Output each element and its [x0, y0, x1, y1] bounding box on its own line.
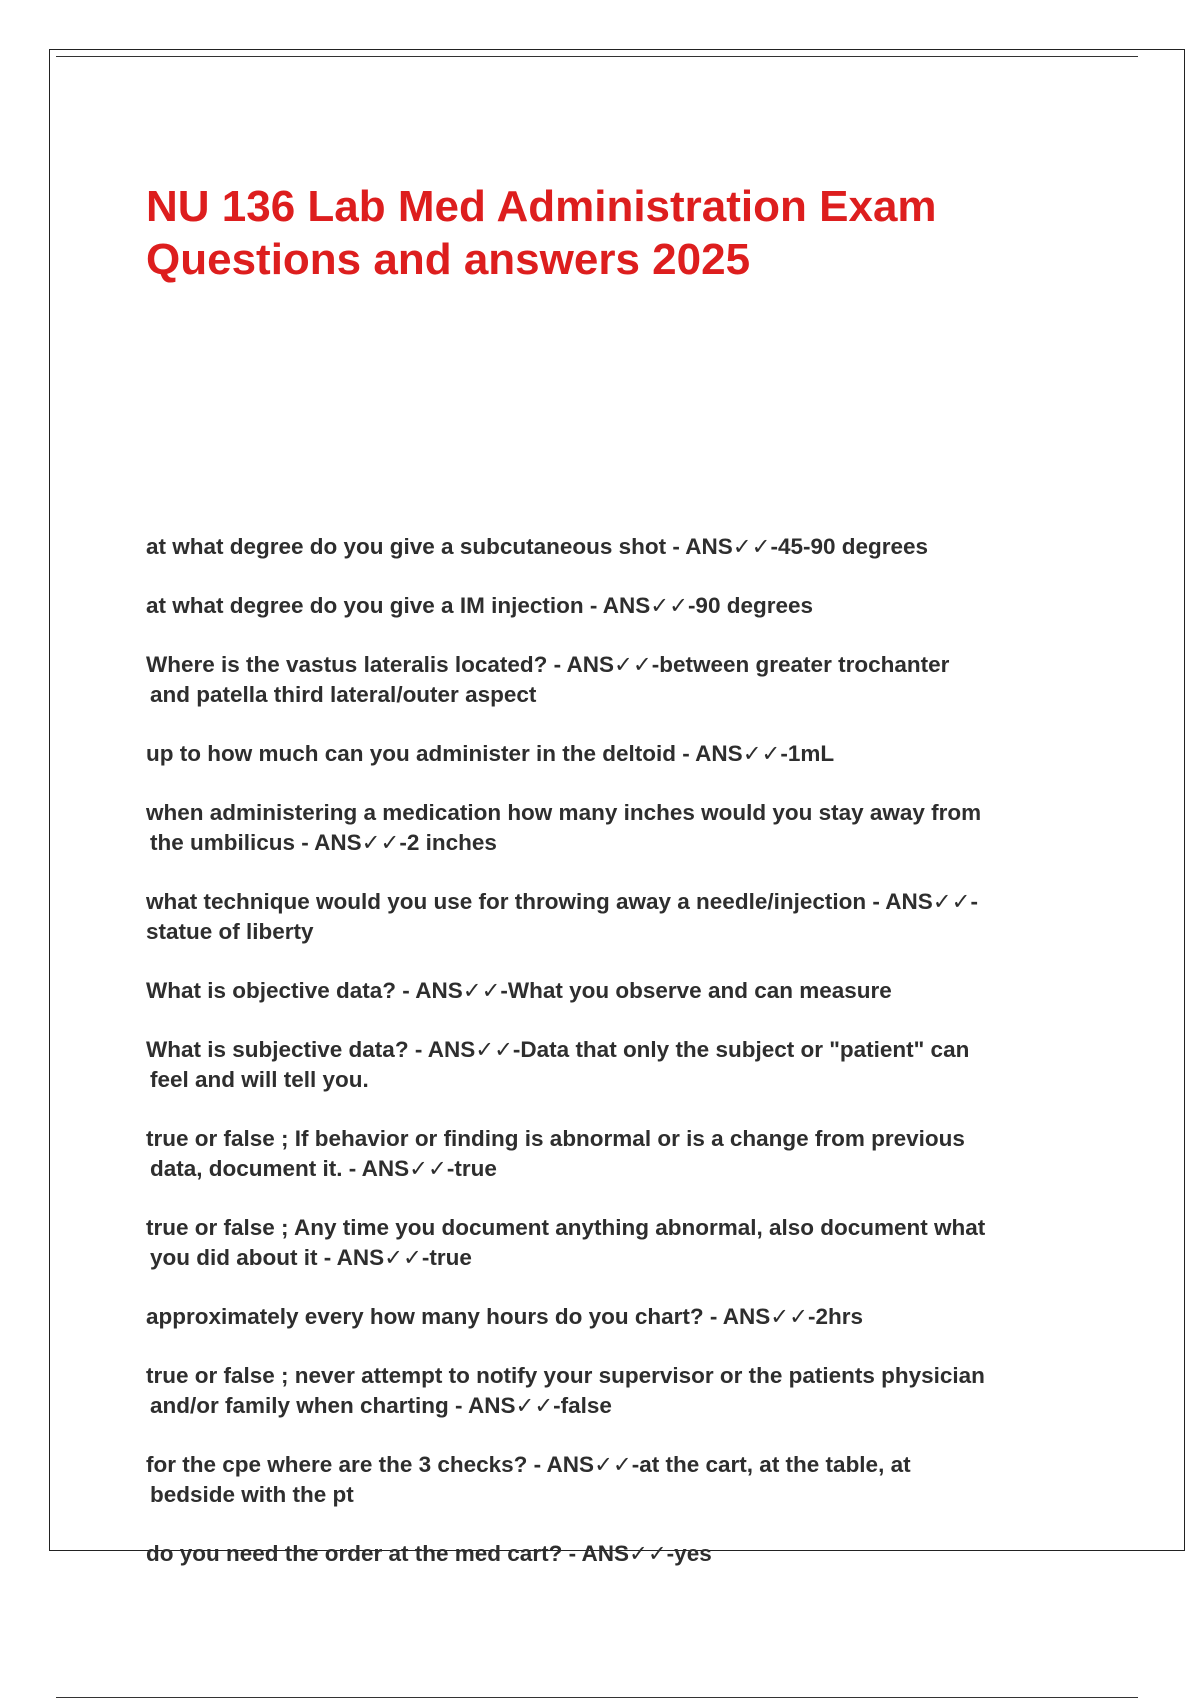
qa-item	[146, 798, 1081, 858]
qa-item	[146, 1302, 1081, 1332]
qa-line: at what degree do you give a subcutaneous shot - ANS✓✓-45-90 degrees	[146, 534, 929, 559]
qa-item	[146, 1213, 1081, 1273]
qa-list	[146, 532, 1081, 1598]
qa-line-continuation: data, document it. - ANS✓✓-true	[150, 1156, 497, 1181]
qa-line: approximately every how many hours do you chart? - ANS✓✓-2hrs	[146, 1304, 864, 1329]
qa-item	[146, 976, 1081, 1006]
qa-item	[146, 1035, 1081, 1095]
qa-line: Where is the vastus lateralis located? - ANS✓✓-between greater trochanter	[146, 652, 950, 677]
qa-item	[146, 1450, 1081, 1510]
title-line-1: NU 136 Lab Med Administration Exam	[146, 182, 937, 231]
qa-line-continuation: bedside with the pt	[150, 1482, 354, 1507]
qa-item	[146, 1539, 1081, 1569]
qa-line-continuation: you did about it - ANS✓✓-true	[150, 1245, 472, 1270]
qa-line: when administering a medication how many inches would you stay away from	[146, 800, 982, 825]
qa-item	[146, 532, 1081, 562]
qa-line-continuation: the umbilicus - ANS✓✓-2 inches	[150, 830, 497, 855]
qa-line-continuation: and/or family when charting - ANS✓✓-false	[150, 1393, 612, 1418]
qa-line: up to how much can you administer in the deltoid - ANS✓✓-1mL	[146, 741, 835, 766]
qa-line: true or false ; never attempt to notify your supervisor or the patients physician	[146, 1363, 985, 1388]
qa-line: true or false ; Any time you document anything abnormal, also document what	[146, 1215, 986, 1240]
qa-line: at what degree do you give a IM injection - ANS✓✓-90 degrees	[146, 593, 814, 618]
qa-item	[146, 1361, 1081, 1421]
qa-line-continuation: and patella third lateral/outer aspect	[150, 682, 537, 707]
qa-line: do you need the order at the med cart? - ANS✓✓-yes	[146, 1541, 712, 1566]
qa-line: true or false ; If behavior or finding is abnormal or is a change from previous	[146, 1126, 965, 1151]
qa-line: for the cpe where are the 3 checks? - ANS✓✓-at the cart, at the table, at	[146, 1452, 911, 1477]
qa-line: What is subjective data? - ANS✓✓-Data that only the subject or "patient" can	[146, 1037, 970, 1062]
qa-line-continuation: statue of liberty	[146, 919, 314, 944]
document-title	[146, 180, 1086, 286]
qa-line: What is objective data? - ANS✓✓-What you observe and can measure	[146, 978, 892, 1003]
qa-line: what technique would you use for throwing away a needle/injection - ANS✓✓-	[146, 889, 978, 914]
qa-item	[146, 1124, 1081, 1184]
title-line-2: Questions and answers 2025	[146, 235, 751, 284]
qa-item	[146, 591, 1081, 621]
bottom-rule	[56, 1697, 1138, 1698]
qa-item	[146, 887, 1081, 947]
qa-line-continuation: feel and will tell you.	[150, 1067, 369, 1092]
qa-item	[146, 739, 1081, 769]
qa-item	[146, 650, 1081, 710]
